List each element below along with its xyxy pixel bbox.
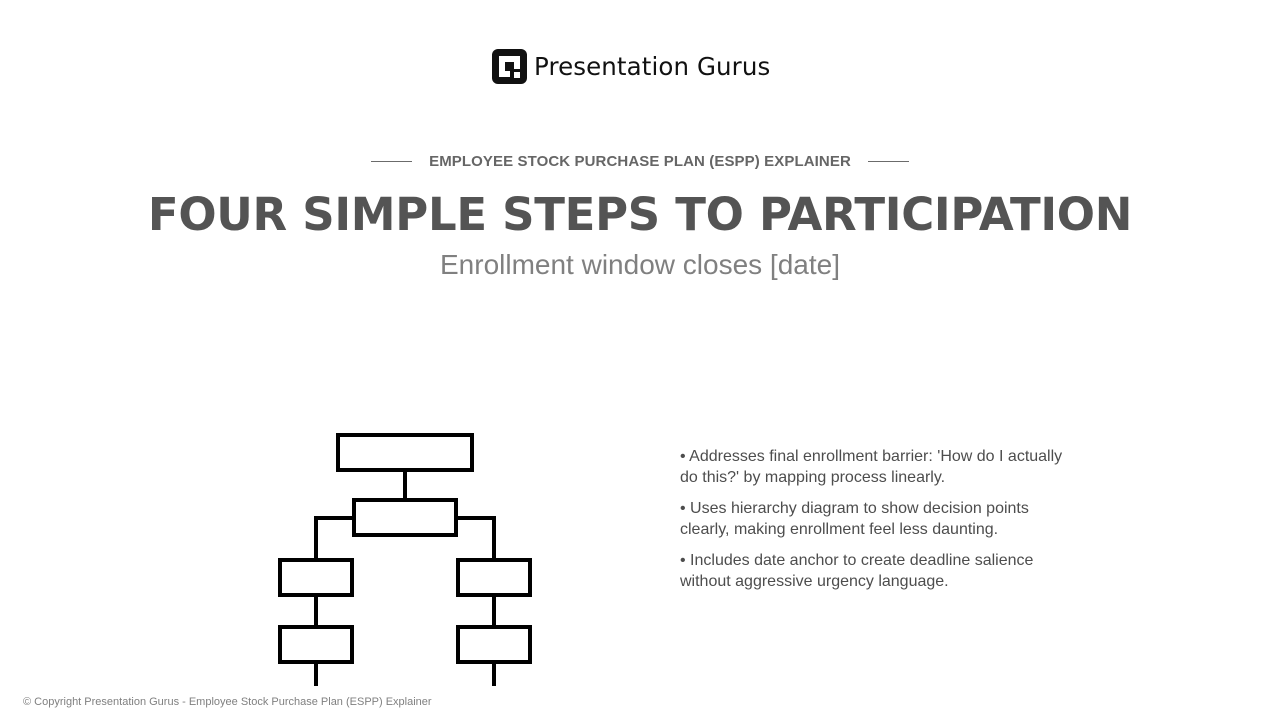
footer-copyright: © Copyright Presentation Gurus - Employee Stock Purchase Plan (ESPP) Explainer [23,696,432,708]
slide-title: FOUR SIMPLE STEPS TO PARTICIPATION [147,188,1133,241]
bullet-item: • Includes date anchor to create deadline salience without aggressive urgency language. [680,552,1034,590]
diagram-connector [316,518,354,560]
brand-name: Presentation Gurus [534,51,771,81]
hierarchy-diagram-icon [276,432,536,688]
diagram-box-top [338,435,472,470]
bullet-item: • Addresses final enrollment barrier: 'How do I actually do this?' by mapping process linearly. [680,448,1063,486]
slide-eyebrow [0,153,1280,170]
diagram-box-left-2 [280,627,352,662]
diagram-box-right-2 [458,627,530,662]
eyebrow-label: EMPLOYEE STOCK PURCHASE PLAN (ESPP) EXPLAINER [429,153,851,170]
bullet-item: • Uses hierarchy diagram to show decision points clearly, making enrollment feel less daunting. [680,500,1029,538]
presentation-gurus-logo-icon [492,49,527,84]
diagram-connector [456,518,494,560]
eyebrow-rule-right [868,161,909,162]
diagram-box-right-1 [458,560,530,595]
eyebrow-rule-left [371,161,412,162]
diagram-box-middle [354,500,456,535]
bullet-list [680,446,1080,602]
diagram-box-left-1 [280,560,352,595]
brand-logo [492,47,770,85]
slide-subtitle: Enrollment window closes [date] [440,249,840,280]
